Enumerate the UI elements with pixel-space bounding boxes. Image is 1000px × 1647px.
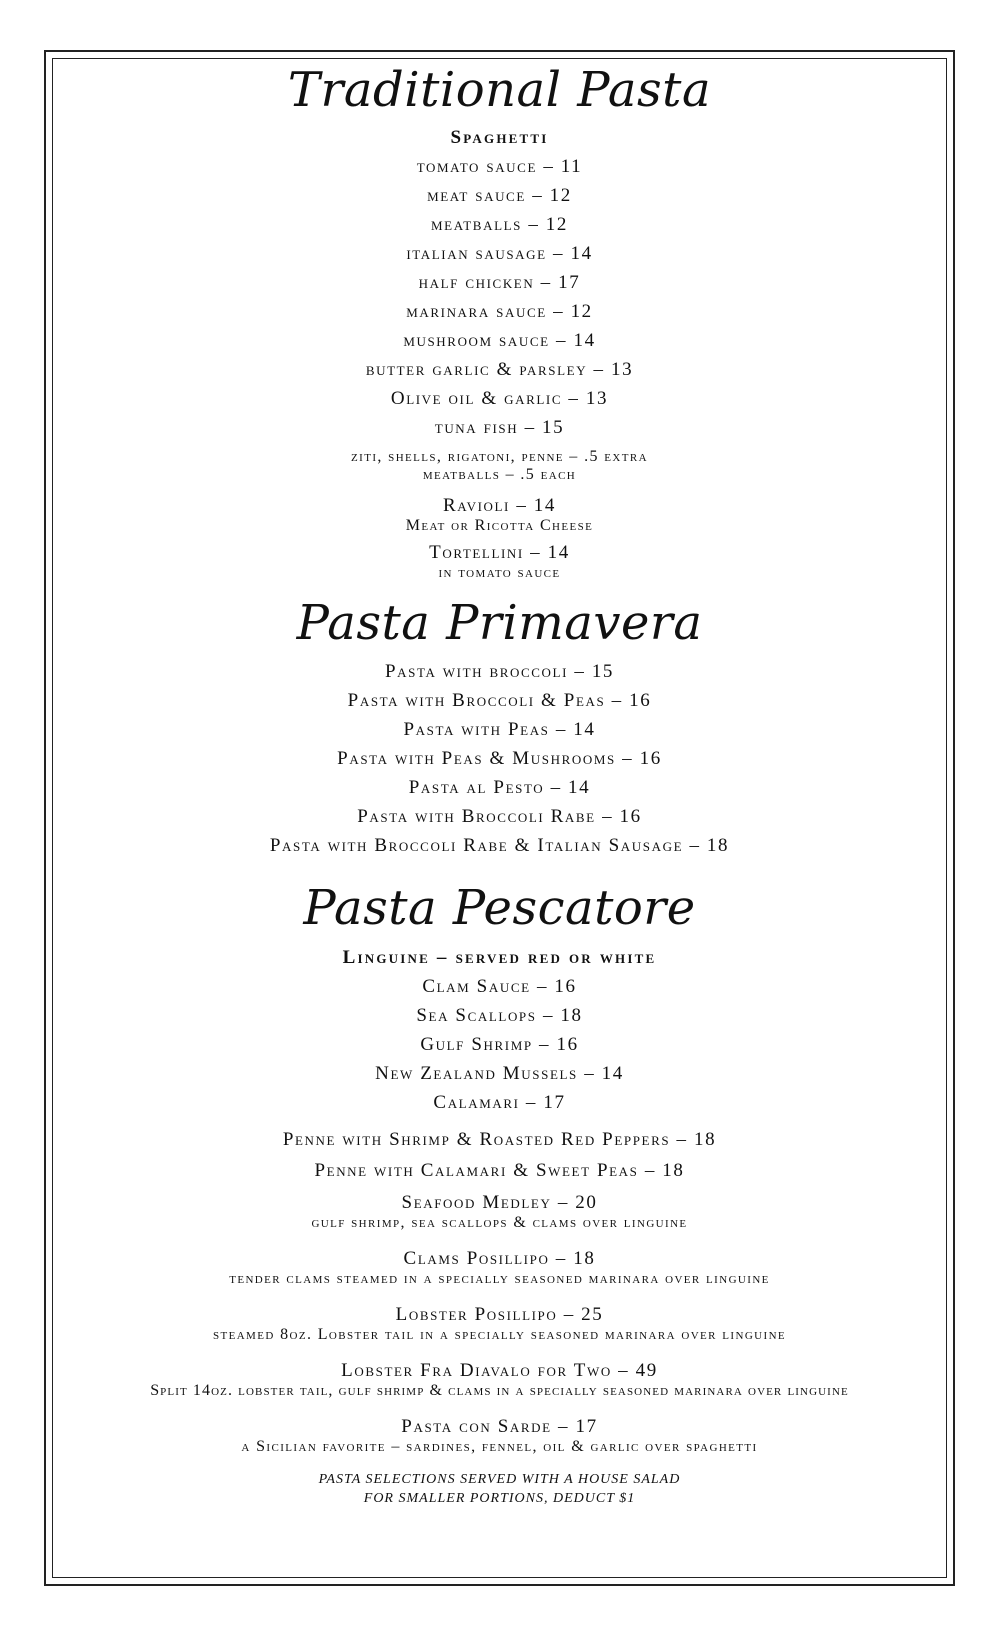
menu-item: meat sauce – 12 [427,185,572,206]
menu-item: Calamari – 17 [433,1092,566,1113]
lobster-fra-diavalo-item: Lobster Fra Diavalo for Two – 49 [341,1360,658,1381]
menu-item: tuna fish – 15 [434,417,565,438]
clams-posillipo-item: Clams Posillipo – 18 [403,1248,596,1269]
menu-item: Pasta with Peas & Mushrooms – 16 [337,748,662,769]
pasta-con-sarde-description: a Sicilian favorite – sardines, fennel, oil & garlic over spaghetti [241,1438,758,1455]
meatballs-extra-note: meatballs – .5 each [422,466,577,483]
seafood-medley-item: Seafood Medley – 20 [401,1192,598,1213]
tortellini-item: Tortellini – 14 [429,542,570,563]
smaller-portions-note: FOR SMALLER PORTIONS, DEDUCT $1 [363,1491,636,1506]
linguine-heading: Linguine – served red or white [342,947,657,968]
lobster-posillipo-item: Lobster Posillipo – 25 [395,1304,604,1325]
menu-page [52,58,947,1578]
menu-item: Pasta with broccoli – 15 [384,661,615,682]
menu-item: Pasta with Broccoli Rabe & Italian Sausage – 18 [269,835,730,856]
pasta-pescatore-title: Pasta Pescatore [303,880,696,936]
traditional-pasta-title: Traditional Pasta [287,62,712,118]
menu-item: marinara sauce – 12 [406,301,593,322]
menu-item: italian sausage – 14 [406,243,593,264]
menu-item: Pasta with Peas – 14 [403,719,596,740]
ravioli-item: Ravioli – 14 [443,495,556,516]
menu-item: Gulf Shrimp – 16 [420,1034,579,1055]
pasta-primavera-title: Pasta Primavera [296,595,703,651]
menu-item: meatballs – 12 [431,214,568,235]
pasta-extra-note: ziti, shells, rigatoni, penne – .5 extra [351,448,648,465]
menu-item: Pasta with Broccoli Rabe – 16 [357,806,642,827]
menu-item: Pasta with Broccoli & Peas – 16 [347,690,652,711]
menu-item: half chicken – 17 [418,272,581,293]
penne-calamari-item: Penne with Calamari & Sweet Peas – 18 [314,1160,685,1181]
menu-item: tomato sauce – 11 [416,156,583,177]
menu-item: Pasta al Pesto – 14 [408,777,591,798]
menu-item: butter garlic & parsley – 13 [365,359,634,380]
menu-item: Sea Scallops – 18 [416,1005,583,1026]
seafood-medley-description: gulf shrimp, sea scallops & clams over linguine [311,1214,688,1231]
house-salad-note: PASTA SELECTIONS SERVED WITH A HOUSE SALAD [318,1472,681,1487]
menu-item: Olive oil & garlic – 13 [390,388,609,409]
tortellini-description: in tomato sauce [438,564,561,581]
spaghetti-heading: Spaghetti [450,127,549,148]
ravioli-description: Meat or Ricotta Cheese [405,517,594,534]
clams-posillipo-description: tender clams steamed in a specially seasoned marinara over linguine [229,1270,770,1287]
pasta-con-sarde-item: Pasta con Sarde – 17 [401,1416,598,1437]
menu-item: mushroom sauce – 14 [403,330,596,351]
menu-item: Clam Sauce – 16 [422,976,577,997]
lobster-fra-diavalo-description: Split 14oz. lobster tail, gulf shrimp & clams in a specially seasoned marinara over linguine [150,1382,849,1399]
menu-item: New Zealand Mussels – 14 [375,1063,624,1084]
penne-shrimp-item: Penne with Shrimp & Roasted Red Peppers – 18 [282,1129,717,1150]
lobster-posillipo-description: steamed 8oz. Lobster tail in a specially seasoned marinara over linguine [212,1326,787,1343]
